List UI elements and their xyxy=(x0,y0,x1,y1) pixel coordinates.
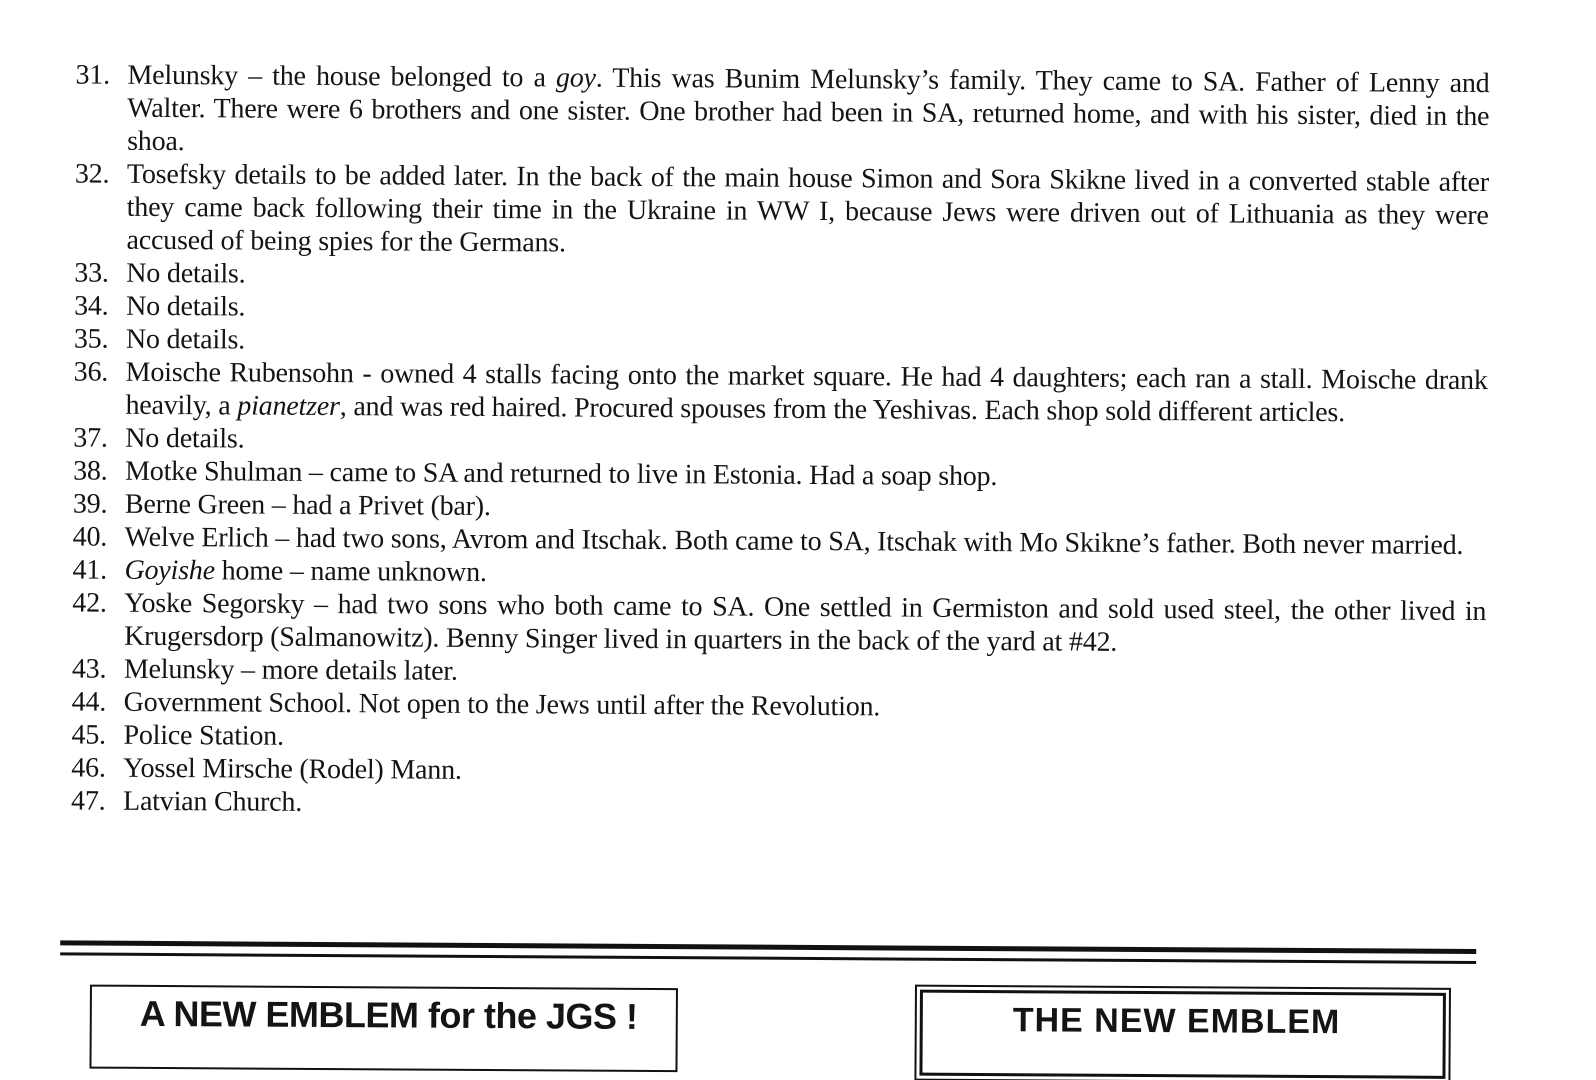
divider-rule-thick xyxy=(60,940,1476,954)
numbered-entry-list xyxy=(65,58,1490,826)
new-emblem-article-box xyxy=(89,985,678,1073)
new-emblem-framed-heading: THE NEW EMBLEM xyxy=(1012,1001,1341,1042)
entry-text: No details. xyxy=(125,323,246,356)
new-emblem-article-heading: A NEW EMBLEM for the JGS ! xyxy=(139,992,638,1037)
entry-number: 40. xyxy=(72,521,108,553)
entry-text: Goyishe home – name unknown. xyxy=(124,554,487,588)
entry-text: Motke Shulman – came to SA and returned to live in Estonia. Had a soap shop. xyxy=(125,455,998,493)
entry-text: Melunsky – the house belonged to a goy. This was Bunim Melunsky’s family. They came to SA. Father of Lenny and Walter. There were 6 brothers and one sister. One brother had been in SA, returned home, and with his sister, died in the shoa. xyxy=(127,59,1490,158)
entry-number: 32. xyxy=(74,158,110,190)
entry-text: Government School. Not open to the Jews until after the Revolution. xyxy=(123,686,881,723)
list-item xyxy=(67,355,1487,430)
divider-rule-thin xyxy=(60,952,1476,964)
list-item xyxy=(66,586,1486,661)
entry-text: Welve Erlich – had two sons, Avrom and Itschak. Both came to SA, Itschak with Mo Skikne’s father. Both never married. xyxy=(124,521,1464,561)
entry-number: 31. xyxy=(75,59,111,91)
entry-number: 47. xyxy=(71,785,106,817)
entry-text: Yoske Segorsky – had two sons who both came to SA. One settled in Germiston and sold used steel, the other lived in Krugersdorp (Salmanowitz). Benny Singer lived in quarters in the back of the yard at #42. xyxy=(124,587,1487,658)
entry-text: No details. xyxy=(126,257,246,290)
entry-text: No details. xyxy=(125,422,245,455)
entry-text: Moische Rubensohn - owned 4 stalls facing onto the market square. He had 4 daughters; each ran a stall. Moische drank heavily, a pianetzer, and was red haired. Procured spouses from the Yeshivas. Each shop sold different articles. xyxy=(125,356,1488,429)
entry-text: Latvian Church. xyxy=(123,785,303,818)
entry-number: 45. xyxy=(71,719,107,751)
entry-number: 36. xyxy=(73,356,109,388)
entry-number: 33. xyxy=(74,257,109,289)
entry-text: Melunsky – more details later. xyxy=(123,653,458,687)
entry-number: 41. xyxy=(72,554,108,586)
entry-text: Tosefsky details to be added later. In the back of the main house Simon and Sora Skikne lived in a converted stable after they came back following their time in the Ukraine in WW I, because Jews were driven out of Lithuania as they were accused of being spies for the Germans. xyxy=(126,158,1490,259)
entry-number: 44. xyxy=(71,686,107,718)
entry-number: 38. xyxy=(73,455,108,487)
entry-text: Yossel Mirsche (Rodel) Mann. xyxy=(123,752,462,786)
entry-text: No details. xyxy=(126,290,246,323)
list-item xyxy=(68,157,1489,265)
entry-number: 46. xyxy=(71,752,106,784)
entry-number: 35. xyxy=(73,323,109,355)
entry-number: 42. xyxy=(72,587,107,619)
entry-text: Police Station. xyxy=(123,719,284,752)
new-emblem-framed-box xyxy=(919,990,1446,1079)
entry-number: 39. xyxy=(72,488,108,520)
entry-number: 43. xyxy=(71,653,107,685)
entry-text: Berne Green – had a Privet (bar). xyxy=(124,488,491,523)
entry-number: 37. xyxy=(73,422,108,454)
list-item xyxy=(69,58,1490,166)
entry-number: 34. xyxy=(74,290,109,322)
